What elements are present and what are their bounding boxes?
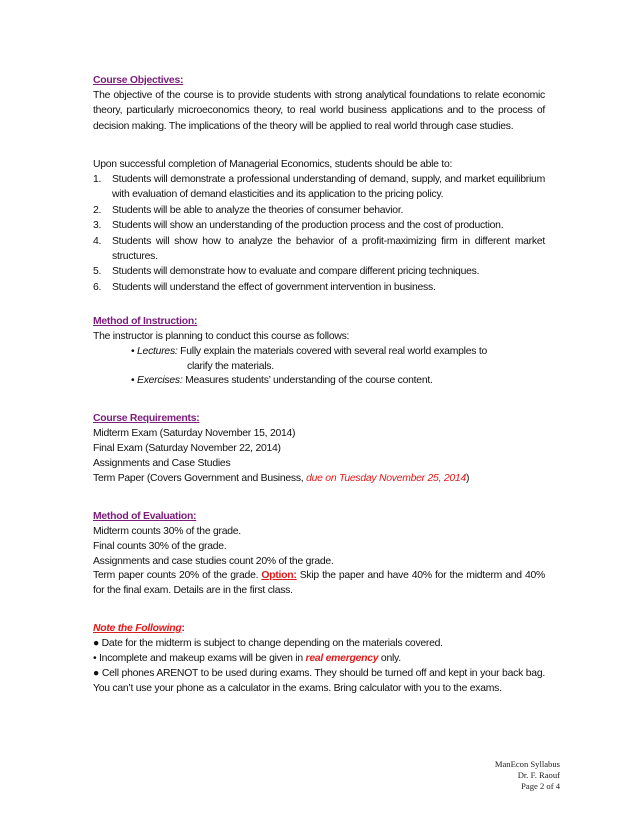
bullet-icon: • [131, 375, 135, 386]
objective-text: Students will demonstrate a professional understanding of demand, supply, and market equilibrium with evaluation of demand elasticities and its application to the pricing policy. [112, 174, 545, 201]
eval-paper-text: Term paper counts 20% of the grade. [93, 570, 262, 581]
objective-item [93, 218, 545, 233]
objectives-list [93, 172, 545, 295]
option-label: Option: [261, 570, 297, 581]
exercises-text: Measures students’ understanding of the course content. [182, 375, 433, 386]
eval-final: Final counts 30% of the grade. [93, 541, 227, 552]
note-makeup-exams [93, 651, 545, 666]
bullet-icon: • [131, 346, 135, 357]
objective-text: Students will demonstrate how to evaluate and compare different pricing techniques. [112, 266, 480, 278]
term-paper-due: due on Tuesday November 25, 2014 [306, 473, 466, 484]
req-final: Final Exam (Saturday November 22, 2014) [93, 443, 281, 454]
objective-item [93, 280, 545, 295]
req-assignments: Assignments and Case Studies [93, 458, 231, 469]
note-heading [93, 621, 545, 636]
eval-assignments: Assignments and case studies count 20% of the grade. [93, 556, 334, 567]
note-heading-text: Note the Following [93, 623, 182, 634]
page-footer [495, 759, 560, 792]
objective-item [93, 234, 545, 265]
objective-number: 5. [93, 266, 102, 278]
req-midterm: Midterm Exam (Saturday November 15, 2014) [93, 428, 296, 439]
lectures-continuation: clarify the materials. [187, 361, 274, 372]
note-real-emergency: real emergency [305, 653, 379, 664]
req-term-paper [93, 471, 545, 486]
instruction-intro: The instructor is planning to conduct this course as follows: [93, 331, 350, 342]
objective-number: 3. [93, 220, 102, 232]
note-cell-phones: ● Cell phones ARENOT to be used during exams. They should be turned off and kept in your back bag. You can’t use your phone as a calculator in the exams. Bring calculator with you to the exams. [93, 668, 545, 695]
objective-item [93, 172, 545, 203]
objective-text: Students will understand the effect of government intervention in business. [112, 281, 436, 293]
eval-term-paper [93, 568, 545, 599]
objective-text: Students will be able to analyze the theories of consumer behavior. [112, 204, 404, 216]
course-objectives-heading: Course Objectives: [93, 75, 184, 86]
method-of-evaluation-heading: Method of Evaluation: [93, 511, 197, 522]
instruction-bullet-lectures [131, 344, 545, 359]
instruction-bullet-exercises [131, 373, 545, 388]
objective-item [93, 203, 545, 218]
lectures-term: Lectures: [137, 346, 178, 357]
objective-number: 6. [93, 281, 102, 293]
term-paper-prefix: Term Paper (Covers Government and Business, [93, 473, 307, 484]
objectives-paragraph: The objective of the course is to provide students with strong analytical foundations to relate economic theory, particularly microeconomics theory, to real world business applications and to the process of decision making. The implications of the theory will be applied to real world through case studies. [93, 90, 545, 132]
note-makeup-suffix: only. [378, 653, 401, 664]
exercises-term: Exercises: [137, 375, 183, 386]
objective-number: 2. [93, 204, 102, 216]
footer-course: ManEcon Syllabus [494, 759, 560, 769]
course-requirements-heading: Course Requirements: [93, 413, 200, 424]
term-paper-suffix: ) [465, 473, 470, 484]
objective-text: Students will show how to analyze the behavior of a profit-maximizing firm in different market structures. [112, 235, 545, 263]
footer-instructor: Dr. F. Raouf [517, 770, 560, 780]
objectives-intro: Upon successful completion of Managerial Economics, students should be able to: [93, 159, 453, 170]
lectures-text: Fully explain the materials covered with several real world examples to [177, 346, 487, 357]
objective-item [93, 264, 545, 279]
option-text: Skip the paper and have 40% for the midterm and 40% for the final exam. Details are in the first class. [93, 570, 545, 597]
eval-midterm: Midterm counts 30% of the grade. [93, 526, 241, 537]
objective-text: Students will show an understanding of the production process and the cost of production. [112, 220, 504, 232]
note-heading-colon: : [181, 623, 185, 634]
bullet-icon: • [93, 653, 97, 664]
method-of-instruction-heading: Method of Instruction: [93, 316, 198, 327]
objective-number: 1. [93, 174, 102, 185]
objective-number: 4. [93, 235, 102, 247]
note-makeup-prefix: Incomplete and makeup exams will be given in [96, 653, 306, 664]
footer-page-number: Page 2 of 4 [521, 781, 560, 791]
note-midterm-date: ● Date for the midterm is subject to change depending on the materials covered. [93, 638, 443, 649]
